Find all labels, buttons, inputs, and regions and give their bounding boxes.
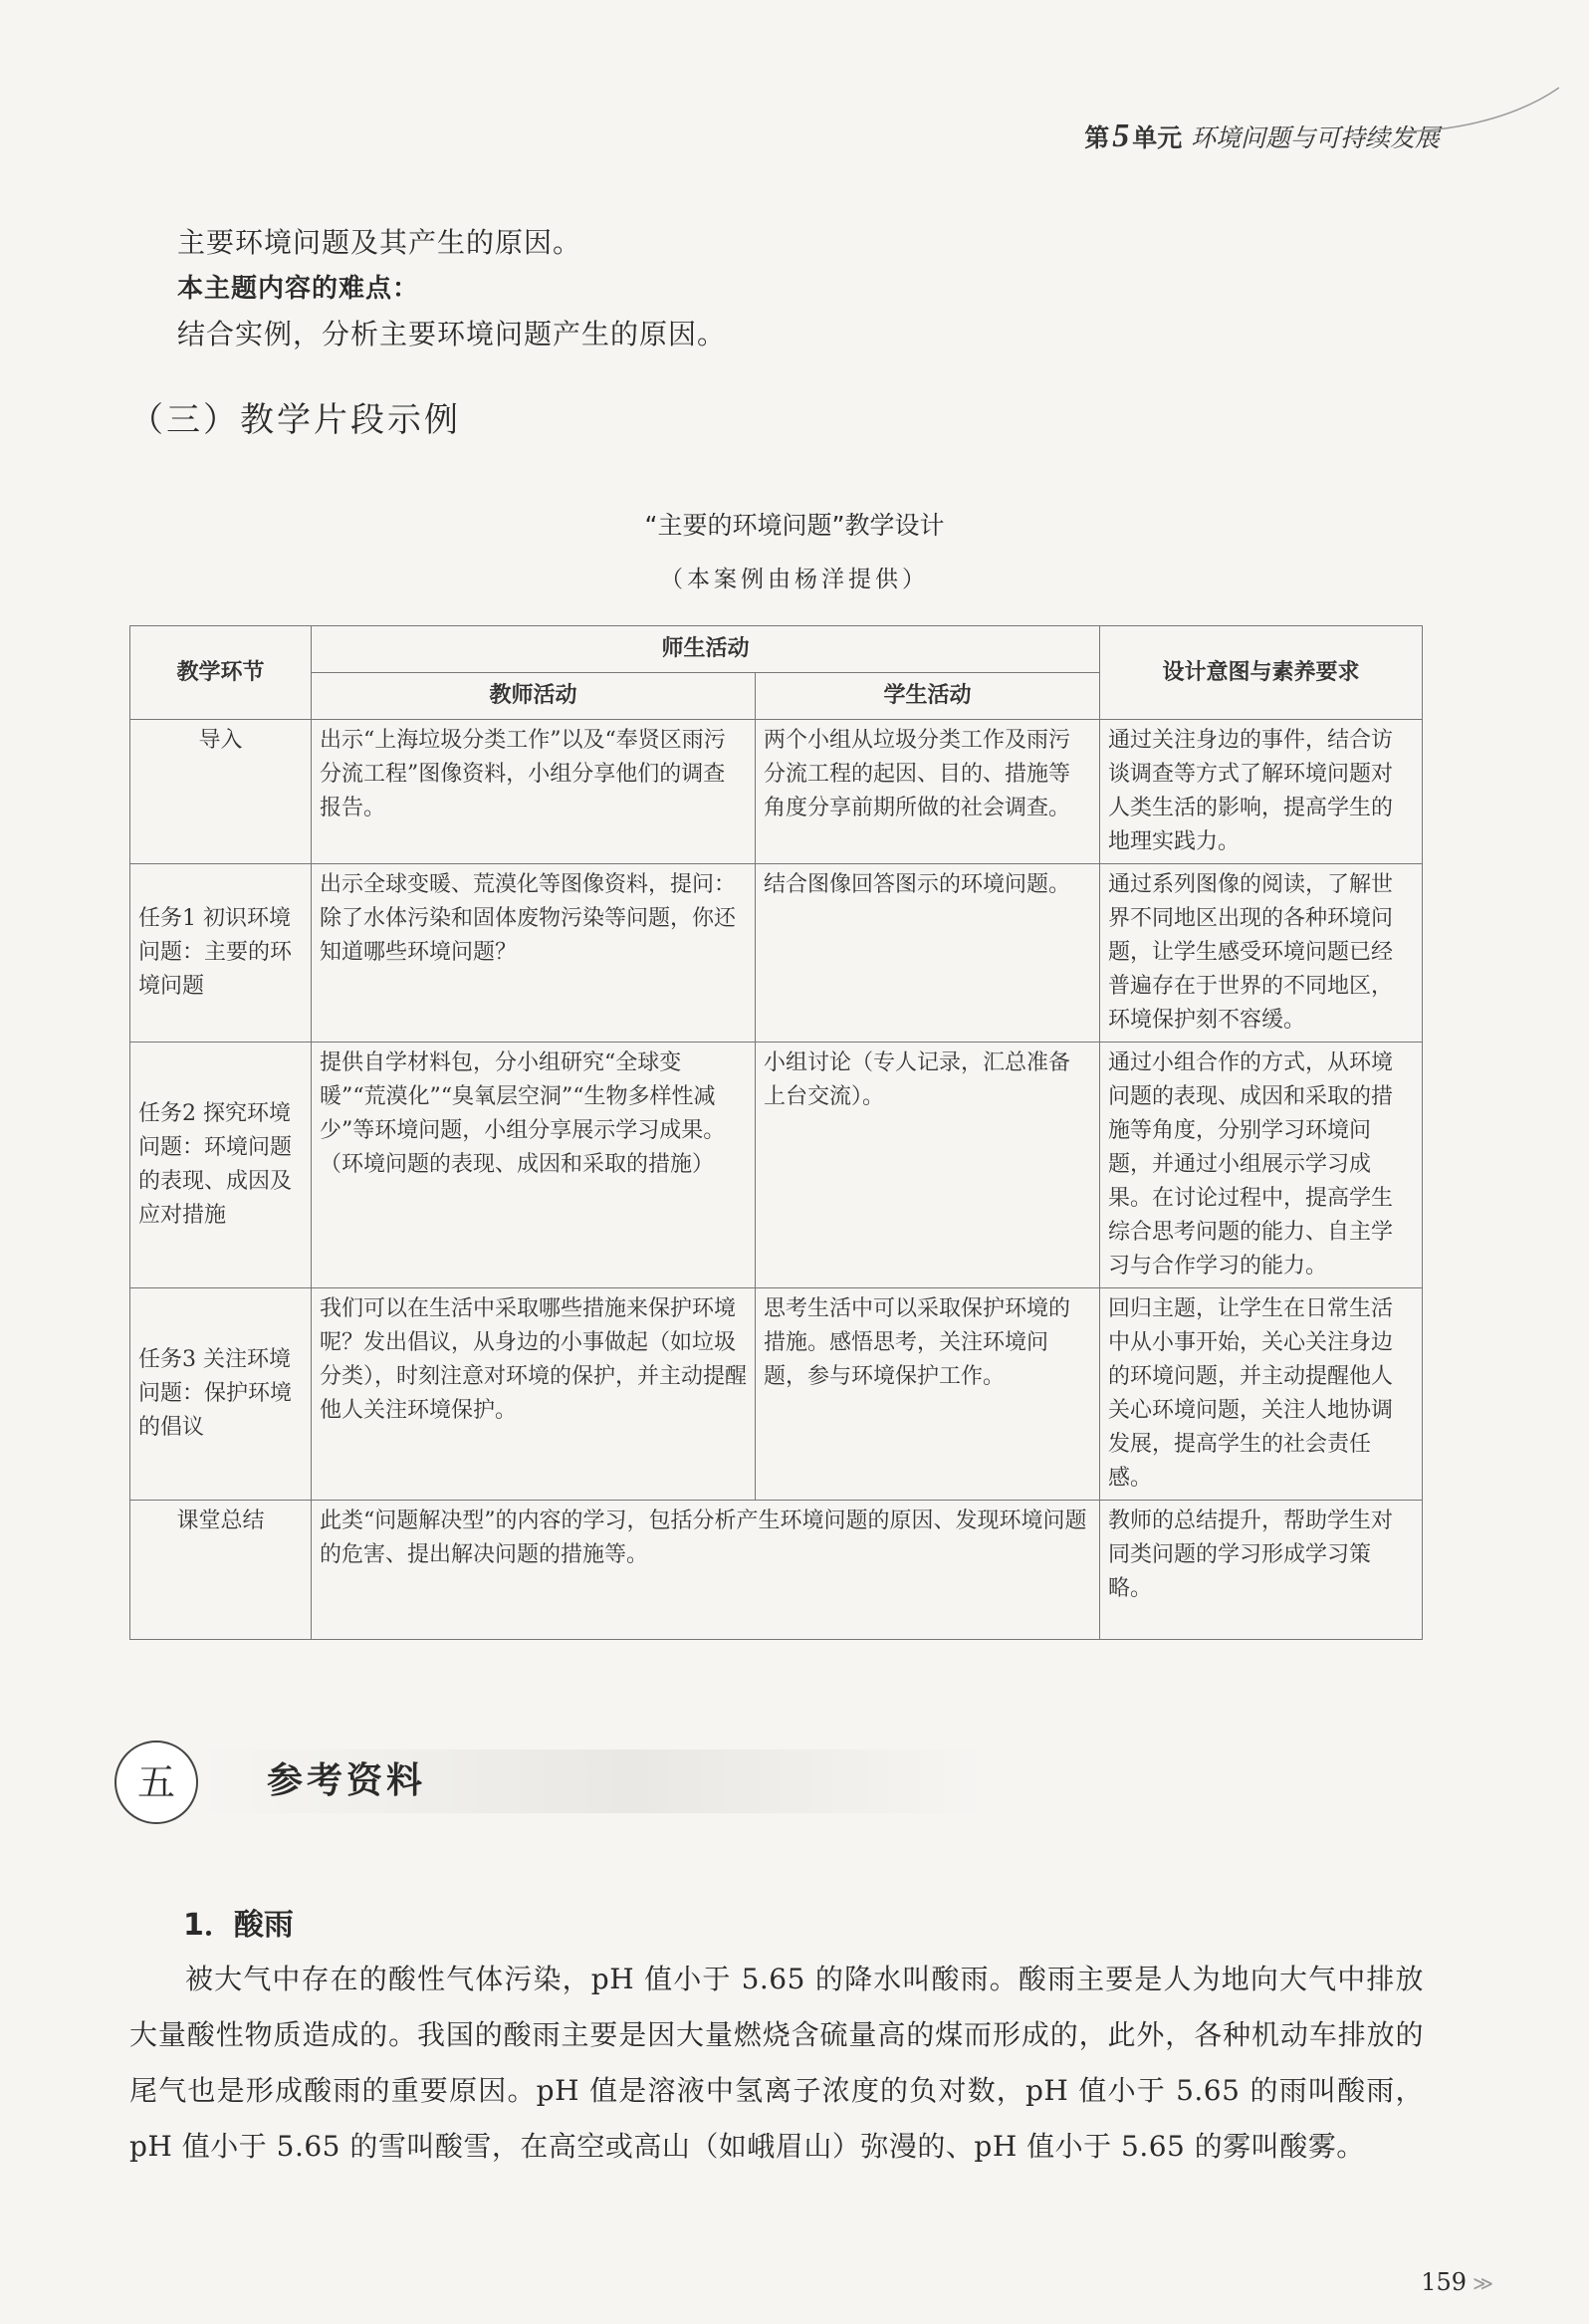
row-teacher: 提供自学材料包，分小组研究“全球变暖”“荒漠化”“臭氧层空洞”“生物多样性减少”等环境问题，小组分享展示学习成果。（环境问题的表现、成因和采取的措施）: [312, 1043, 756, 1288]
page-arrow-icon: ≫: [1473, 2271, 1493, 2295]
acid-rain-heading: 1．酸雨: [183, 1908, 294, 1943]
unit-number: 5: [1112, 117, 1130, 154]
row-design: 通过小组合作的方式，从环境问题的表现、成因和采取的措施等角度，分别学习环境问题，并通过小组展示学习成果。在讨论过程中，提高学生综合思考问题的能力、自主学习与合作学习的能力。: [1100, 1043, 1423, 1288]
section-3-title: （三）教学片段示例: [129, 400, 461, 440]
header-activities: 师生活动: [312, 626, 1100, 673]
row-teacher: 出示全球变暖、荒漠化等图像资料，提问：除了水体污染和固体废物污染等问题，你还知道哪些环境问题？: [312, 864, 756, 1043]
row-stage: 课堂总结: [130, 1501, 312, 1640]
header-student: 学生活动: [756, 673, 1100, 720]
table-row: [130, 864, 1423, 1043]
row-student: 结合图像回答图示的环境问题。: [756, 864, 1100, 1043]
table-row: [130, 1288, 1423, 1501]
unit-prefix: 第: [1084, 123, 1110, 152]
row-teacher-student-merged: 此类“问题解决型”的内容的学习，包括分析产生环境问题的原因、发现环境问题的危害、提出解决问题的措施等。: [312, 1501, 1100, 1640]
table-header-row: [130, 626, 1423, 673]
header-stage: 教学环节: [130, 626, 312, 720]
running-header: [1084, 117, 1440, 155]
header-decoration: [1400, 86, 1559, 135]
table-title: “主要的环境问题”教学设计: [644, 511, 945, 540]
intro-line-1: 主要环境问题及其产生的原因。: [177, 226, 582, 259]
row-student: 小组讨论（专人记录，汇总准备上台交流）。: [756, 1043, 1100, 1288]
difficulty-label: 本主题内容的难点：: [177, 274, 420, 304]
row-teacher: 我们可以在生活中采取哪些措施来保护环境呢？发出倡议，从身边的小事做起（如垃圾分类），时刻注意对环境的保护，并主动提醒他人关注环境保护。: [312, 1288, 756, 1501]
header-design: 设计意图与素养要求: [1100, 626, 1423, 720]
row-student: 思考生活中可以采取保护环境的措施。感悟思考，关注环境问题，参与环境保护工作。: [756, 1288, 1100, 1501]
table-subtitle: （本案例由杨洋提供）: [660, 567, 929, 592]
row-stage: 导入: [130, 720, 312, 864]
acid-rain-body: [129, 1952, 1424, 2175]
header-teacher: 教师活动: [312, 673, 756, 720]
row-design: 通过关注身边的事件，结合访谈调查等方式了解环境问题对人类生活的影响，提高学生的地理实践力。: [1100, 720, 1423, 864]
row-teacher: 出示“上海垃圾分类工作”以及“奉贤区雨污分流工程”图像资料，小组分享他们的调查报告。: [312, 720, 756, 864]
row-stage: 任务1 初识环境问题：主要的环境问题: [130, 864, 312, 1043]
unit-suffix: 单元: [1132, 123, 1183, 152]
row-design: 教师的总结提升，帮助学生对同类问题的学习形成学习策略。: [1100, 1501, 1423, 1640]
row-design: 回归主题，让学生在日常生活中从小事开始，关心关注身边的环境问题，并主动提醒他人关心环境问题，关注人地协调发展，提高学生的社会责任感。: [1100, 1288, 1423, 1501]
page-number: [1421, 2268, 1493, 2296]
row-student: 两个小组从垃圾分类工作及雨污分流工程的起因、目的、措施等角度分享前期所做的社会调查。: [756, 720, 1100, 864]
acid-rain-paragraph: 被大气中存在的酸性气体污染，pH 值小于 5.65 的降水叫酸雨。酸雨主要是人为地向大气中排放大量酸性物质造成的。我国的酸雨主要是因大量燃烧含硫量高的煤而形成的，此外，各种机动车排放的尾气也是形成酸雨的重要原因。pH 值是溶液中氢离子浓度的负对数，pH 值小于 5.65 的雨叫酸雨，pH 值小于 5.65 的雪叫酸雪，在高空或高山（如峨眉山）弥漫的、pH 值小于 5.65 的雾叫酸雾。: [129, 1963, 1424, 2163]
row-stage: 任务2 探究环境问题：环境问题的表现、成因及应对措施: [130, 1043, 312, 1288]
table-row: [130, 1501, 1423, 1640]
row-stage: 任务3 关注环境问题：保护环境的倡议: [130, 1288, 312, 1501]
table-row: [130, 1043, 1423, 1288]
intro-line-3: 结合实例，分析主要环境问题产生的原因。: [177, 318, 727, 350]
section-5-number: 五: [114, 1741, 198, 1824]
row-design: 通过系列图像的阅读，了解世界不同地区出现的各种环境问题，让学生感受环境问题已经普遍存在于世界的不同地区，环境保护刻不容缓。: [1100, 864, 1423, 1043]
section-5-title: 参考资料: [267, 1760, 427, 1801]
unit-title: 环境问题与可持续发展: [1190, 123, 1440, 152]
table-row: [130, 720, 1423, 864]
page-number-text: 159: [1421, 2268, 1468, 2296]
teaching-design-table: [129, 625, 1423, 1640]
